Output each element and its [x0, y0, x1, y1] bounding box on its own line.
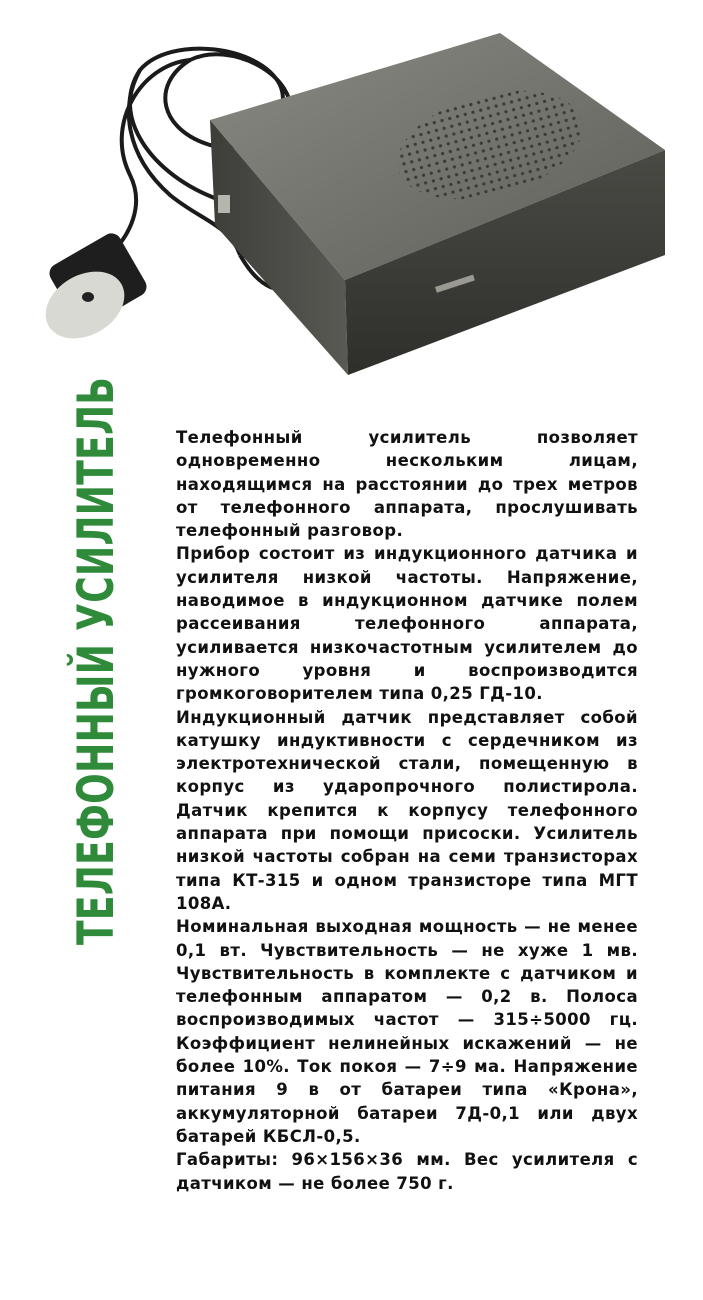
article-body [176, 426, 638, 1195]
paragraph-1: Телефонный усилитель позволяет одновременно нескольким лицам, находящимся на расстоянии до трех метров от телефонного аппарата, прослушивать телефонный разговор. [176, 428, 638, 541]
page-title: ТЕЛЕФОННЫЙ УСИЛИТЕЛЬ [67, 376, 125, 945]
paragraph-3: Индукционный датчик представляет собой катушку индуктивности с сердечником из электротехнической стали, помещенную в корпус из ударопрочного полистирола. Датчик крепится к корпусу телефонного аппарата при помощи присоски. Усилитель низкой частоты собран на семи транзисторах типа КТ-315 и одном транзисторе типа МГТ 108А. [176, 707, 638, 913]
paragraph-4: Номинальная выходная мощность — не менее 0,1 вт. Чувствительность — не хуже 1 мв. Чувствительность в комплекте с датчиком и телефонным аппаратом — 0,2 в. Полоса воспроизводимых частот — 315÷5000 гц. Коэффициент нелинейных искажений — не более 10%. Ток покоя — 7÷9 ма. Напряжение питания 9 в от батареи типа «Крона», аккумуляторной батареи 7Д-0,1 или двух батарей КБСЛ-0,5. [176, 917, 638, 1146]
product-photo [30, 25, 680, 395]
paragraph-2: Прибор состоит из индукционного датчика и усилителя низкой частоты. Напряжение, наводимое в индукционном датчике полем рассеивания телефонного аппарата, усиливается низкочастотным усилителем до нужного уровня и воспроизводится громкоговорителем типа 0,25 ГД-10. [176, 544, 638, 704]
sensor [34, 230, 151, 352]
paragraph-5: Габариты: 96×156×36 мм. Вес усилителя с датчиком — не более 750 г. [176, 1150, 638, 1193]
